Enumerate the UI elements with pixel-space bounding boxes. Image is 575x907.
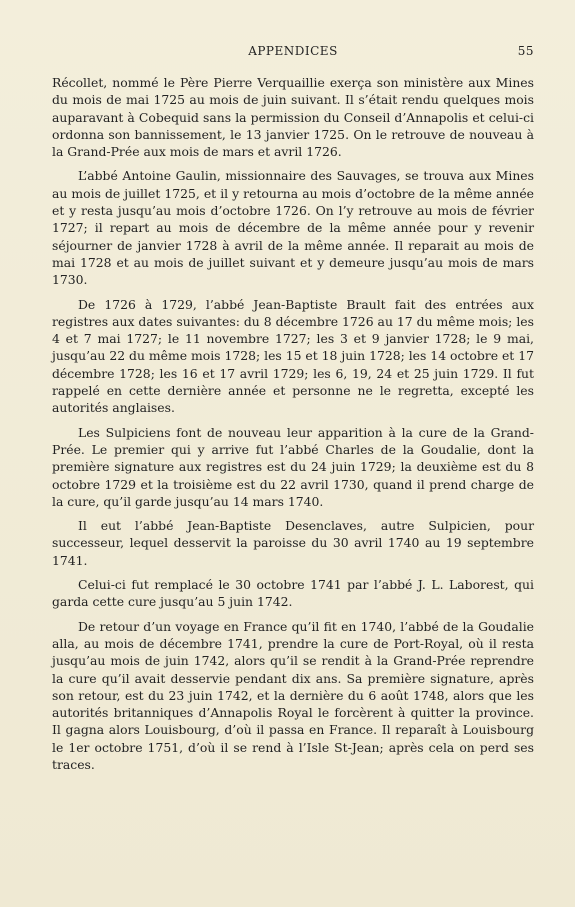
page-number: 55: [517, 44, 534, 58]
paragraph-brault: De 1726 à 1729, l’abbé Jean-Baptiste Brault fait des entrées aux registres aux dates suivantes: du 8 décembre 1726 au 17 du même mois; les 4 et 7 mai 1727; le 11 novembre 1727; les 3 et 9 janvier 1728; le 9 mai, jusqu’au 22 du même mois 1728; les 15 et 18 juin 1728; les 14 octobre et 17 décembre 1728; les 16 et 17 avril 1729; les 6, 19, 24 et 25 juin 1729. Il fut rappelé en cette dernière année et personne ne le regretta, excepté les autorités anglaises.: [52, 296, 534, 416]
paragraph-goudalie-retour: De retour d’un voyage en France qu’il fit en 1740, l’abbé de la Goudalie alla, au mois de décembre 1741, prendre la cure de Port-Royal, où il resta jusqu’au mois de juin 1742, alors qu’il se rendit à la Grand-Prée reprendre la cure qu’il avait desservie pendant dix ans. Sa première signature, après son retour, est du 23 juin 1742, et la dernière du 6 août 1748, alors que les autorités britanniques d’Annapolis Royal le forcèrent à quitter la province. Il gagna alors Louisbourg, d’où il passa en France. Il reparaît à Louisbourg le 1er octobre 1751, d’où il se rend à l’Isle St-Jean; après cela on perd ses traces.: [52, 618, 534, 772]
page-body: [52, 74, 534, 780]
paragraph-desenclaves: Il eut l’abbé Jean-Baptiste Desenclaves, autre Sulpicien, pour successeur, lequel desservit la paroisse du 30 avril 1740 au 19 septembre 1741.: [52, 518, 534, 568]
running-header: [52, 44, 534, 62]
running-title: APPENDICES: [248, 44, 338, 58]
paragraph-sulpiciens: Les Sulpiciens font de nouveau leur apparition à la cure de la Grand-Prée. Le premier qui y arrive fut l’abbé Charles de la Goudalie, dont la première signature aux registres est du 24 juin 1729; la deuxième est du 8 octobre 1729 et la troisième est du 22 avril 1730, quand il prend charge de la cure, qu’il garde jusqu’au 14 mars 1740.: [52, 424, 534, 509]
paragraph-laborest: Celui-ci fut remplacé le 30 octobre 1741 par l’abbé J. L. Laborest, qui garda cette cure jusqu’au 5 juin 1742.: [52, 577, 534, 610]
paragraph-verquaillie: Récollet, nommé le Père Pierre Verquaillie exerça son ministère aux Mines du mois de mai 1725 au mois de juin suivant. Il s’était rendu quelques mois auparavant à Cobequid sans la permission du Conseil d’Annapolis et celui-ci ordonna son bannissement, le 13 janvier 1725. On le retrouve de nouveau à la Grand-Prée aux mois de mars et avril 1726.: [52, 75, 534, 160]
paragraph-gaulin: L’abbé Antoine Gaulin, missionnaire des Sauvages, se trouva aux Mines au mois de juillet 1725, et il y retourna au mois d’octobre de la même année et y resta jusqu’au mois d’octobre 1726. On l’y retrouve au mois de février 1727; il repart au mois de décembre de la même année pour y revenir séjourner de janvier 1728 à avril de la même année. Il reparait au mois de mai 1728 et au mois de juillet suivant et y demeure jusqu’au mois de mars 1730.: [52, 168, 534, 288]
